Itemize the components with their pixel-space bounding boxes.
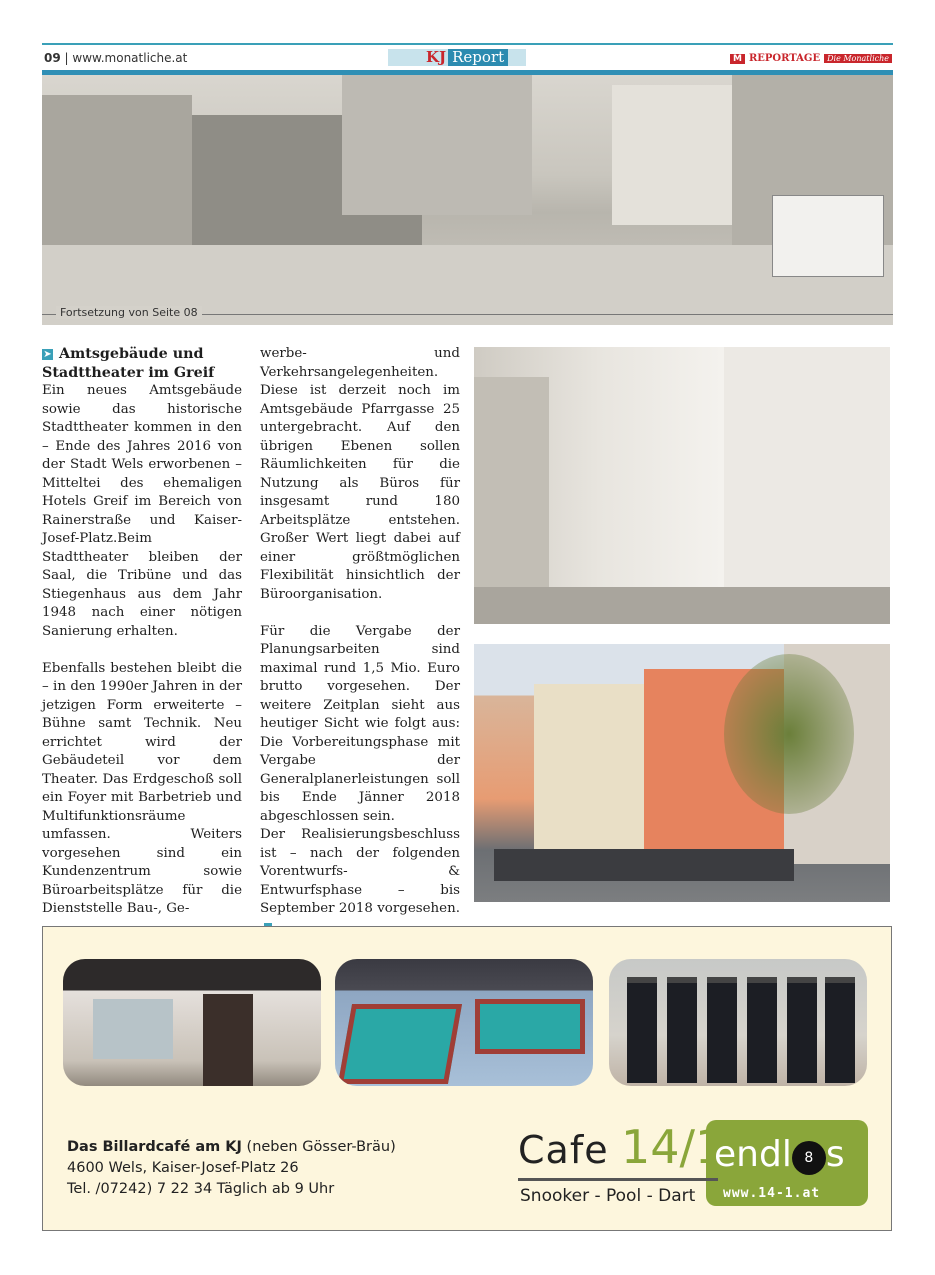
headline-line-2: Stadttheater im Greif [42,364,215,381]
photo-caption [42,305,893,325]
dart-machine [667,977,697,1083]
cafe-14-1-logo [518,1120,868,1210]
monatliche-m-icon: M [730,54,745,64]
photo-van [772,195,884,277]
headline-line-1: Amtsgebäude und [59,346,204,362]
arrow-right-icon: ➤ [43,349,52,360]
ad-name-note: (neben Gösser-Bräu) [246,1139,396,1155]
logo-cafe: Cafe [518,1128,609,1172]
white-building-photo [474,347,890,624]
paragraph: werbe- und Verkehrsangelegenheiten. Diese ist derzeit noch im Amtsgebäude Pfarrgasse 25 untergebracht. Auf den übrigen Ebenen sollen Räumlichkeiten für die Nutzung als Büros für insgesamt rund 180 Arbeitsplätze entstehen. Großer Wert liegt dabei auf einer größtmöglichen Flexibilität hinsichtlich der Büroorganisation. [260,346,460,602]
dart-machine [787,977,817,1083]
ad-contact [67,1137,396,1200]
page-folio [44,51,187,65]
pool-table [475,999,585,1054]
photo-street [474,587,890,624]
dart-machines-photo [609,959,867,1086]
article-column-2 [260,345,460,937]
photo-building [612,85,732,225]
kj-report-logo [388,49,526,66]
photo-door [203,994,253,1086]
article-column-1 [42,345,242,919]
logo-report: Report [448,49,508,66]
paragraph: Ein neues Amtsgebäude sowie das historische Stadttheater kommen in den – Ende des Jahres 2016 von der Stadt Wels erworbenen – Mitteltei des ehemaligen Hotels Greif im Bereich von Rainerstraße und Kaiser-Josef-Platz.Beim Stadttheater bleiben der Saal, die Tribüne und das Stiegenhaus aus dem Jahr 1948 nach einer nötigen Sanierung erhalten. [42,383,242,639]
article-headline [42,345,242,382]
photo-cars [494,849,794,881]
header-top-rule [42,43,893,45]
folio-separator: | [64,51,73,65]
cue-stick-icon [518,1178,718,1181]
pool-table [338,1004,462,1084]
logo-kj: KJ [426,48,447,66]
dart-machine [825,977,855,1083]
ad-business-name: Das Billardcafé am KJ [67,1139,242,1155]
page-number: 09 [44,51,61,65]
logo-url[interactable]: www.14-1.at [723,1186,821,1201]
paragraph: Für die Vergabe der Planungsarbeiten sind maximal rund 1,5 Mio. Euro brutto vorgesehen. Der weitere Zeitplan sieht aus heutiger Sicht wie folgt aus: Die Vorbereitungsphase mit Vergabe der Generalplanerleistungen soll bis Ende Jänner 2018 abgeschlossen sein. [260,623,460,824]
photo-building [534,684,644,864]
dart-machine [747,977,777,1083]
pool-tables-photo [335,959,593,1086]
caption-text: Fortsetzung von Seite 08 [56,306,202,319]
eight-ball-icon: 8 [792,1141,826,1175]
site-url[interactable]: www.monatliche.at [72,51,188,65]
logo-number: 14/1 [621,1120,725,1174]
cafe-facade-photo [63,959,321,1086]
billiard-cafe-ad [42,926,892,1231]
historic-street-photo [42,75,893,325]
paragraph: Ebenfalls bestehen bleibt die – in den 1990er Jahren in der jetzigen Form erweiterte – Bühne samt Technik. Neu errichtet wird der Gebäudeteil vor dem Theater. Das Erdgeschoß soll ein Foyer mit Barbetrieb und Multifunktionsräume umfassen. Weiters vorgesehen sind ein Kundenzentrum sowie Büroarbeitsplätze für die Dienststelle Bau-, Ge- [42,660,242,916]
ad-phone-hours: Tel. /07242) 7 22 34 Täglich ab 9 Uhr [67,1181,335,1197]
dart-machine [707,977,737,1083]
color-street-photo [474,644,890,902]
logo-endlos [714,1134,845,1175]
logo-tagline: Snooker - Pool - Dart [520,1186,696,1206]
brand-badge: Die Monatliche [824,54,892,63]
photo-building [42,95,192,255]
section-name: REPORTAGE [748,53,821,64]
paragraph-text: Der Realisierungsbeschluss ist – nach der folgenden Vorentwurfs- & Entwurfsphase – bis September 2018 vorgesehen. [260,827,460,916]
paragraph-last [260,826,460,937]
ad-address: 4600 Wels, Kaiser-Josef-Platz 26 [67,1160,299,1176]
section-label [730,53,892,64]
photo-window [93,999,173,1059]
photo-tree [724,654,854,814]
dart-machine [627,977,657,1083]
photo-building [342,75,532,215]
logo-s: s [825,1134,845,1175]
photo-building [724,347,890,624]
logo-endl: endl [714,1134,792,1175]
